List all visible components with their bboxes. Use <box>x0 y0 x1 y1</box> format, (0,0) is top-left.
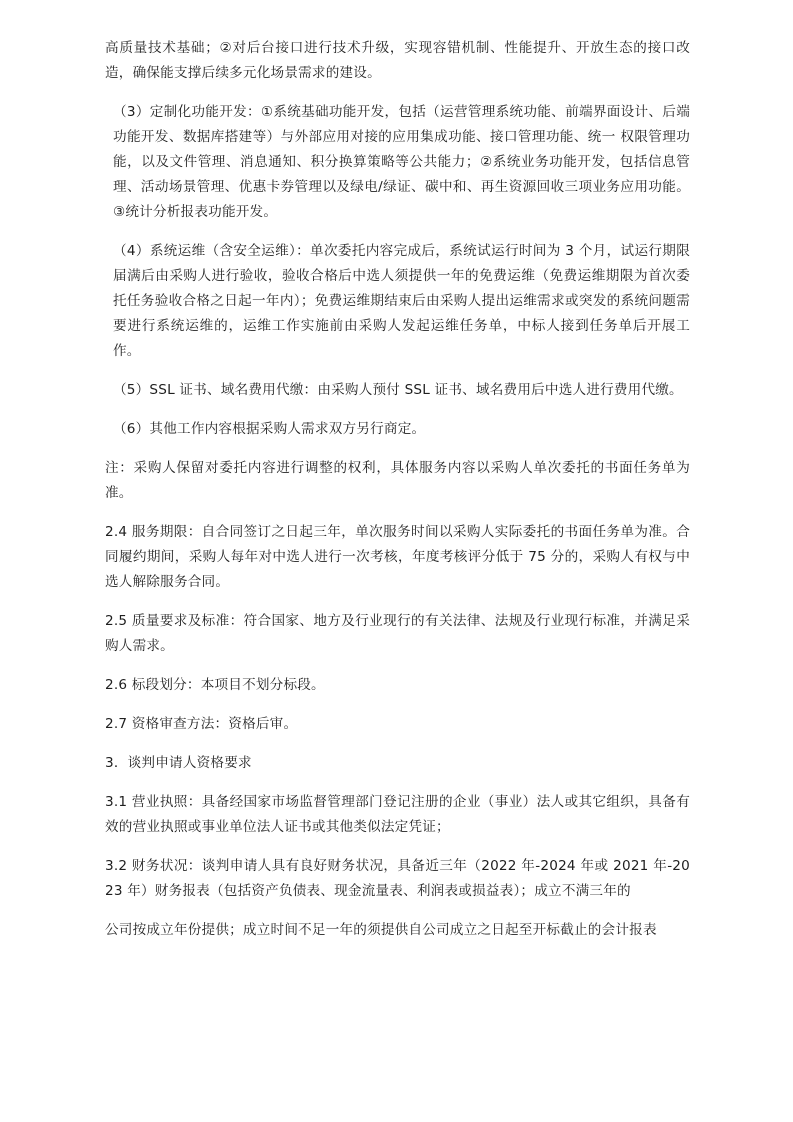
paragraph-note: 注：采购人保留对委托内容进行调整的权利，具体服务内容以采购人单次委托的书面任务单为准。 <box>105 460 690 501</box>
paragraph-qualification-review: 2.7 资格审查方法：资格后审。 <box>105 716 298 732</box>
document-body <box>105 36 690 943</box>
paragraph-continuation-tech-upgrade: 高质量技术基础；②对后台接口进行技术升级，实现容错机制、性能提升、开放生态的接口改造，确保能支撑后续多元化场景需求的建设。 <box>105 40 690 81</box>
section-heading-applicant-qualifications: 3．谈判申请人资格要求 <box>105 755 252 771</box>
paragraph-other-work: （6）其他工作内容根据采购人需求双方另行商定。 <box>113 421 426 437</box>
paragraph-lot-division: 2.6 标段划分：本项目不划分标段。 <box>105 677 325 693</box>
paragraph-system-operation-maintenance: （4）系统运维（含安全运维）：单次委托内容完成后，系统试运行时间为 3 个月，试运行期限届满后由采购人进行验收，验收合格后中选人须提供一年的免费运维（免费运维期限为首次委托任务验收合格之日起一年内）；免费运维期结束后由采购人提出运维需求或突发的系统问题需要进行系统运维的，运维工作实施前由采购人发起运维任务单，中标人接到任务单后开展工作。 <box>113 243 690 359</box>
paragraph-custom-function-development: （3）定制化功能开发：①系统基础功能开发，包括（运营管理系统功能、前端界面设计、后端功能开发、数据库搭建等）与外部应用对接的应用集成功能、接口管理功能、统一 权限管理功能，以及文件管理、消息通知、积分换算策略等公共能力；②系统业务功能开发，包括信息管理、活动场景管理、优惠卡券管理以及绿电/绿证、碳中和、再生资源回收三项业务应用功能。③统计分析报表功能开发。 <box>113 104 690 220</box>
paragraph-financial-status: 3.2 财务状况：谈判申请人具有良好财务状况，具备近三年（2022 年-2024 年或 2021 年-2023 年）财务报表（包括资产负债表、现金流量表、利润表或损益表）；成立不满三年的 <box>105 858 690 899</box>
paragraph-ssl-domain-fees: （5）SSL 证书、域名费用代缴：由采购人预付 SSL 证书、域名费用后中选人进行费用代缴。 <box>113 382 683 398</box>
paragraph-quality-requirements: 2.5 质量要求及标准：符合国家、地方及行业现行的有关法律、法规及行业现行标准，并满足采购人需求。 <box>105 613 690 654</box>
paragraph-service-period: 2.4 服务期限：自合同签订之日起三年，单次服务时间以采购人实际委托的书面任务单为准。合同履约期间，采购人每年对中选人进行一次考核，年度考核评分低于 75 分的，采购人有权与中选人解除服务合同。 <box>105 524 690 590</box>
paragraph-financial-status-continued: 公司按成立年份提供；成立时间不足一年的须提供自公司成立之日起至开标截止的会计报表 <box>105 922 657 938</box>
paragraph-business-license: 3.1 营业执照：具备经国家市场监督管理部门登记注册的企业（事业）法人或其它组织，具备有效的营业执照或事业单位法人证书或其他类似法定凭证； <box>105 794 690 835</box>
